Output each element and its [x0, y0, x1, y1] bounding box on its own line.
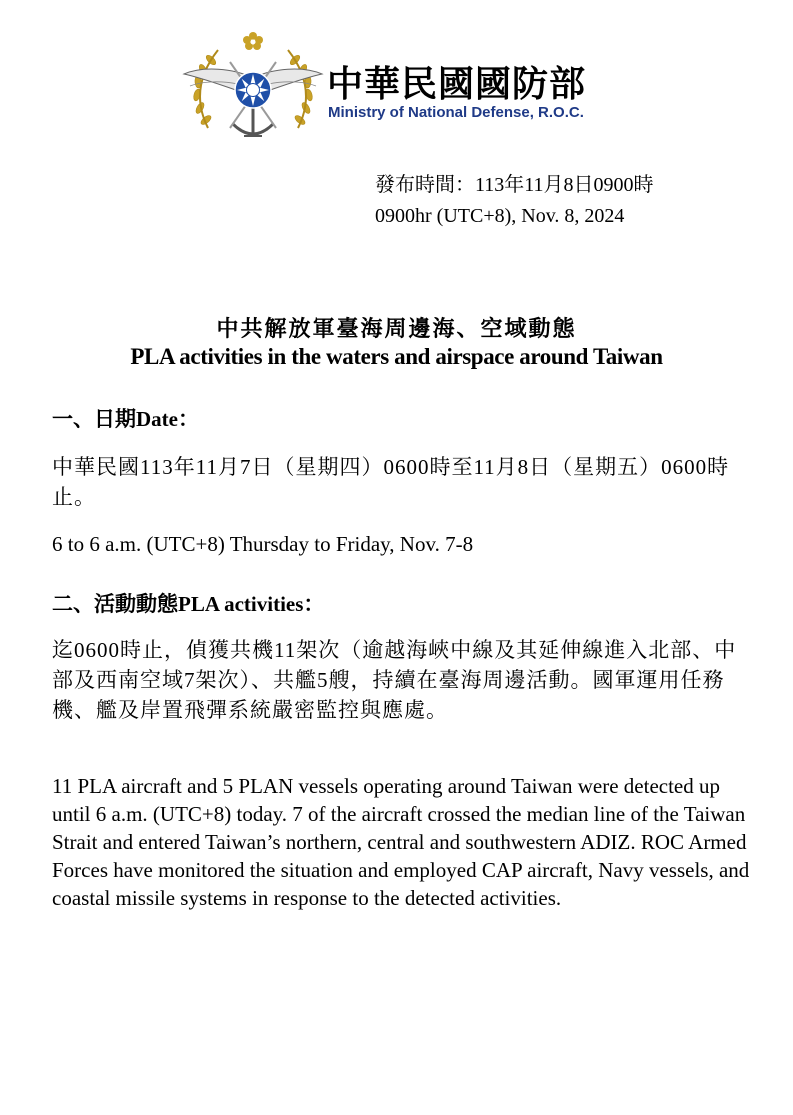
release-time-zh: 發布時間：113年11月8日0900時	[375, 174, 654, 196]
section-heading-date: 一、日期Date：	[52, 407, 199, 431]
activities-paragraph-zh: 迄0600時止，偵獲共機11架次（逾越海峽中線及其延伸線進入北部、中部及西南空域7架次）、共艦5艘，持續在臺海周邊活動。國軍運用任務機、艦及岸置飛彈系統嚴密監控與應處。	[52, 638, 737, 722]
document-title-zh: 中共解放軍臺海周邊海、空域動態	[216, 316, 577, 341]
organization-name-zh: 中華民國國防部	[327, 64, 587, 105]
mnd-emblem-icon	[178, 28, 328, 148]
section-heading-activities: 二、活動動態PLA activities：	[52, 592, 325, 616]
activities-paragraph-en: 11 PLA aircraft and 5 PLAN vessels operating around Taiwan were detected up until 6 a.m. (UTC+8) today. 7 of the aircraft crossed the median line of the Taiwan Strait and entered Taiwan’s northern, central and southwestern ADIZ. ROC Armed Forces have monitored the situation and employed CAP aircraft, Navy vessels, and coastal missile systems in response to the detected activities.	[52, 774, 750, 910]
document-title-en: PLA activities in the waters and airspace around Taiwan	[130, 344, 663, 369]
release-time	[375, 170, 654, 232]
release-time-en: 0900hr (UTC+8), Nov. 8, 2024	[375, 205, 625, 227]
date-paragraph-en: 6 to 6 a.m. (UTC+8) Thursday to Friday, Nov. 7-8	[52, 532, 474, 556]
date-paragraph-zh: 中華民國113年11月7日（星期四）0600時至11月8日（星期五）0600時止。	[52, 455, 730, 509]
organization-name-en: Ministry of National Defense, R.O.C.	[328, 104, 584, 121]
